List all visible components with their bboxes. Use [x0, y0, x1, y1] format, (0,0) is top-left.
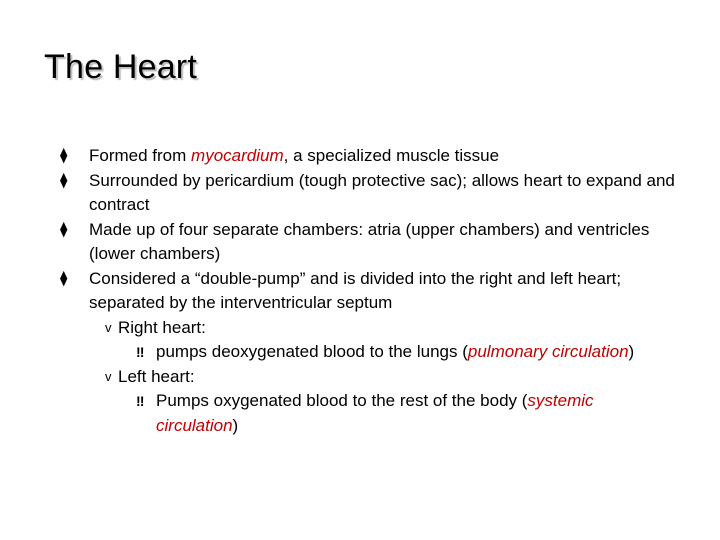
bullet-text: Formed from [89, 146, 192, 165]
bullet-text: , a specialized muscle tissue [283, 146, 500, 165]
checkmark-bullet-icon: v [105, 368, 112, 384]
highlight-term: systemic circulation [156, 391, 594, 435]
checkmark-bullet-icon: v [105, 319, 112, 335]
diamond-bullet-icon: ⧫ [60, 171, 68, 189]
diamond-bullet-icon: ⧫ [60, 147, 68, 164]
diamond-bullet-icon: ⧫ [60, 269, 68, 287]
sub-bullet-left-heart [60, 365, 680, 390]
sub-bullet-text: ) [628, 342, 635, 361]
bullet-item [60, 218, 680, 267]
double-exclamation-bullet-icon: ‼ [136, 393, 145, 409]
sub-bullet-label: Left heart: [118, 366, 195, 386]
sub-bullet-text: Pumps oxygenated blood to the rest of the body ( [156, 391, 528, 410]
highlight-term: myocardium [191, 146, 284, 165]
bullet-text: Considered a “double-pump” and is divided into the right and left heart; separated by the interventricular septum [89, 268, 622, 312]
bullet-list [60, 144, 680, 438]
bullet-text: Surrounded by pericardium (tough protective sac); allows heart to expand and contract [89, 170, 675, 214]
sub-bullet-label: Right heart: [118, 317, 206, 337]
sub-sub-bullet-left-heart [60, 389, 680, 438]
sub-sub-bullet-right-heart [60, 340, 680, 365]
bullet-item [60, 267, 680, 316]
highlight-term: pulmonary circulation [467, 342, 629, 361]
bullet-text: Made up of four separate chambers: atria (upper chambers) and ventricles (lower chambers) [89, 219, 650, 263]
diamond-bullet-icon: ⧫ [60, 220, 68, 238]
bullet-item [60, 169, 680, 218]
sub-bullet-text: ) [232, 415, 239, 435]
slide-title: The Heart [44, 48, 197, 86]
double-exclamation-bullet-icon: ‼ [136, 344, 145, 360]
sub-bullet-right-heart [60, 316, 680, 341]
bullet-item [60, 144, 680, 169]
sub-bullet-text: pumps deoxygenated blood to the lungs ( [156, 342, 468, 361]
